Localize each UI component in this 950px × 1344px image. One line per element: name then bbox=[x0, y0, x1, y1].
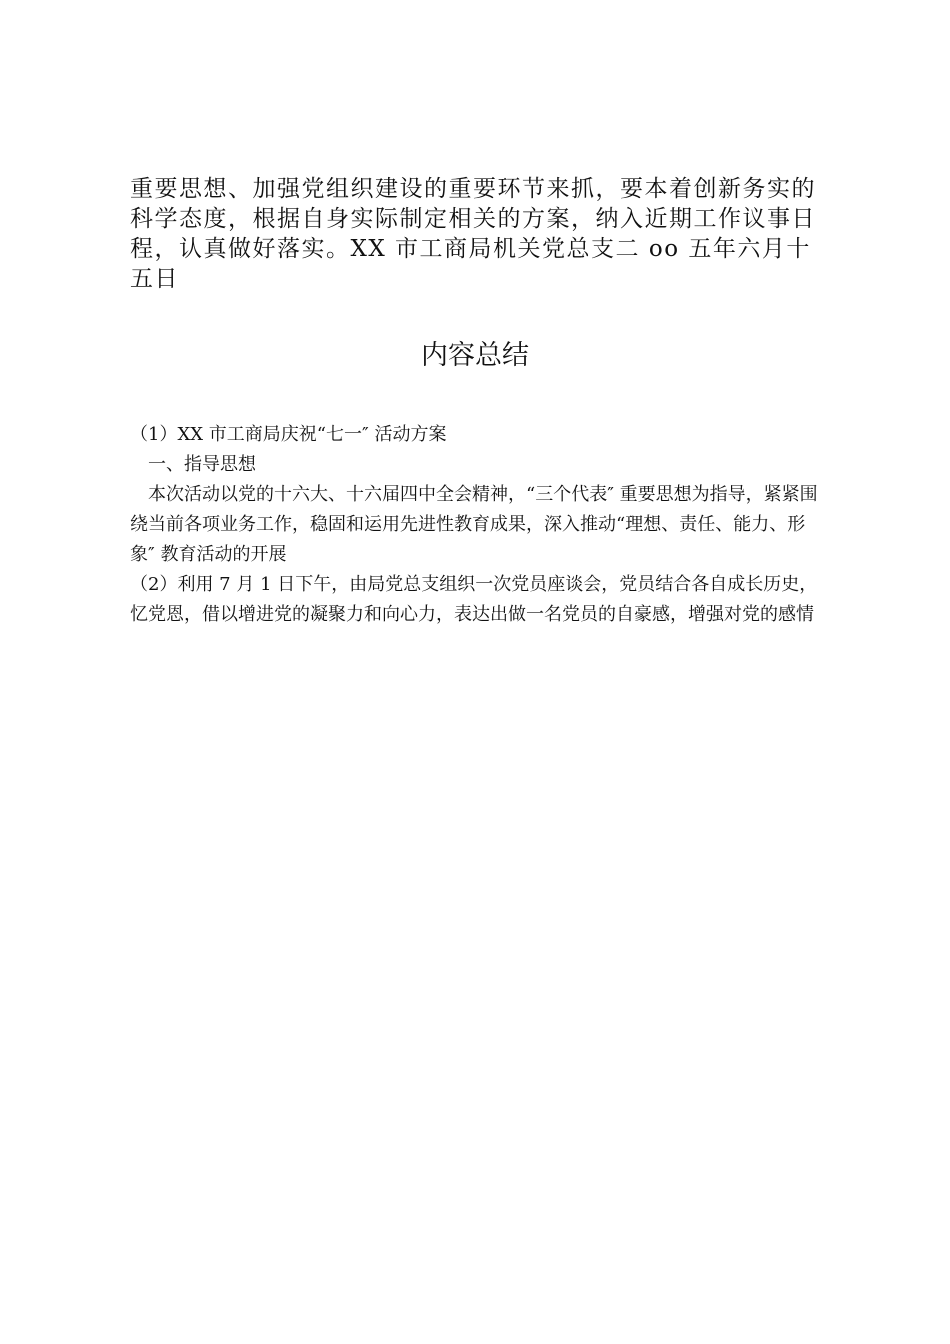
summary-item-1-body: 本次活动以党的十六大、十六届四中全会精神，“三个代表″ 重要思想为指导，紧紧围绕当前各项业务工作，稳固和运用先进性教育成果，深入推动“理想、责任、能力、形象″ 教育活动的开展 bbox=[130, 484, 818, 565]
summary-title: 内容总结 bbox=[421, 340, 529, 371]
summary-item-1-heading: 一、指导思想 bbox=[148, 454, 256, 475]
continuation-paragraph: 重要思想、加强党组织建设的重要环节来抓，要本着创新务实的科学态度，根据自身实际制定相关的方案，纳入近期工作议事日程，认真做好落实。XX 市工商局机关党总支二 oo 五年六月十五日 bbox=[130, 176, 816, 292]
summary-item-1-title: （1）XX 市工商局庆祝“七一″ 活动方案 bbox=[130, 424, 447, 445]
summary-body bbox=[130, 420, 825, 630]
summary-item-2-body: （2）利用 7 月 1 日下午，由局党总支组织一次党员座谈会，党员结合各自成长历史，忆党恩，借以增进党的凝聚力和向心力，表达出做一名党员的自豪感，增强对党的感情 bbox=[130, 574, 818, 625]
